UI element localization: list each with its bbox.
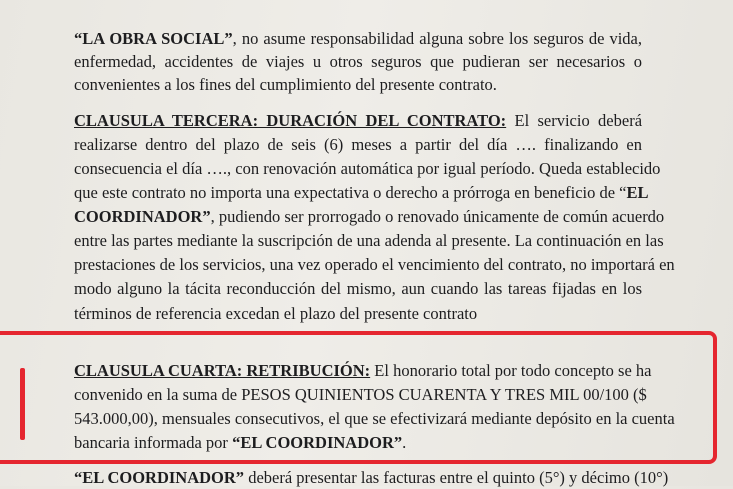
paragraph1-line1 xyxy=(74,28,642,50)
red-highlight-box xyxy=(0,331,717,464)
clause3-line5-rest: , pudiendo ser prorrogado o renovado únicamente de común acuerdo xyxy=(210,207,665,226)
clause4-line1-rest: El honorario total por todo concepto se ha xyxy=(370,361,652,380)
clause3-heading: CLAUSULA TERCERA: DURACIÓN DEL CONTRATO: xyxy=(74,111,507,130)
paragraph1-line1-text: , no asume responsabilidad alguna sobre los seguros de vida, xyxy=(232,29,642,48)
next-paragraph-rest: deberá presentar las facturas entre el quinto (5°) y décimo (10°) xyxy=(244,468,669,487)
clause3-line7: prestaciones de los servicios, una vez operado el vencimiento del contrato, no importará en xyxy=(74,255,675,274)
clause3-line4-text: que este contrato no importa una expectativa o derecho a prórroga en beneficio de “ xyxy=(74,183,627,202)
clause3-line1 xyxy=(74,110,642,132)
clause3-line2: realizarse dentro del plazo de seis (6) meses a partir del día …. finalizando en xyxy=(74,135,642,154)
clause3-line1-rest: El servicio deberá xyxy=(506,111,643,130)
clause3-line3: consecuencia el día …., con renovación automática por igual período. Queda establecido xyxy=(74,159,661,178)
clause3-line8: modo alguno la tácita reconducción del mismo, aun cuando las tareas fijadas en los xyxy=(74,279,642,298)
paragraph1-line2: enfermedad, accidentes de viajes u otros seguros que pudieran ser necesarios o xyxy=(74,52,642,71)
clause3-line5 xyxy=(74,206,665,228)
clause4-line4-suffix: . xyxy=(402,433,407,452)
obra-social-bold: “LA OBRA SOCIAL” xyxy=(74,29,233,48)
coordinador-bold: COORDINADOR” xyxy=(74,207,211,226)
clause4-line4-prefix: bancaria informada por xyxy=(74,433,233,452)
clause3-line4 xyxy=(74,182,649,204)
clause4-line3: 543.000,00), mensuales consecutivos, el que se efectivizará mediante depósito en la cuenta xyxy=(74,409,675,428)
clause3-line6: entre las partes mediante la suscripción de una adenda al presente. La continuación en las xyxy=(74,231,664,250)
next-coordinador-bold: “EL COORDINADOR” xyxy=(74,468,245,487)
el-bold: EL xyxy=(626,183,649,202)
clause4-heading: CLAUSULA CUARTA: RETRIBUCIÓN: xyxy=(74,361,371,380)
clause3-line9: términos de referencia excedan el plazo del presente contrato xyxy=(74,304,478,323)
red-highlight-mark xyxy=(20,368,25,440)
clause4-coordinador-bold: “EL COORDINADOR” xyxy=(232,433,403,452)
paragraph1-line3: convenientes a los fines del cumplimiento del presente contrato. xyxy=(74,75,497,94)
clause4-line2: convenido en la suma de PESOS QUINIENTOS CUARENTA Y TRES MIL 00/100 ($ xyxy=(74,385,647,404)
